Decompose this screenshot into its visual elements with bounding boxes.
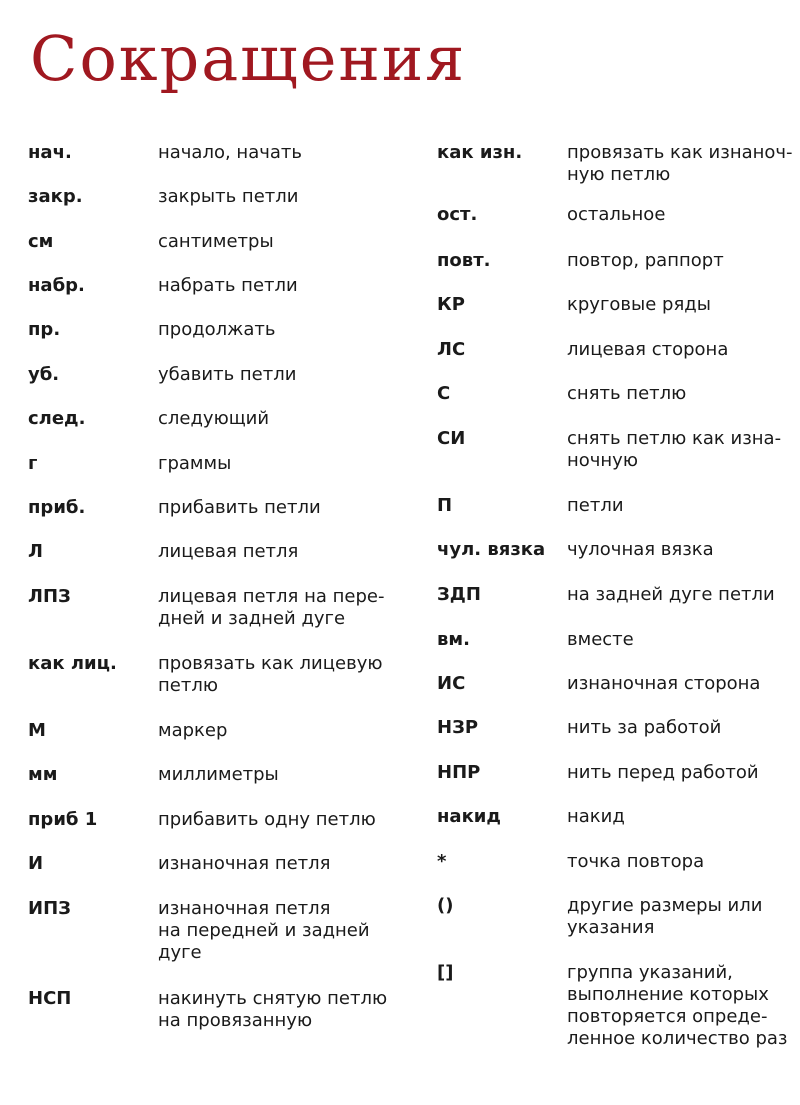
abbreviation-term: С (437, 383, 451, 404)
abbreviation-meaning: начало, начать (158, 142, 302, 163)
abbreviation-term: НЗР (437, 717, 479, 738)
abbreviation-meaning: нить за работой (567, 717, 722, 738)
abbreviation-term: НСП (28, 988, 72, 1009)
abbreviation-term: КР (437, 294, 465, 315)
abbreviation-term: как изн. (437, 142, 523, 163)
abbreviation-term: нач. (28, 142, 72, 163)
abbreviation-term: И (28, 853, 44, 874)
abbreviation-meaning: вместе (567, 629, 634, 650)
abbreviation-meaning: лицевая петля на пере- дней и задней дуге (158, 586, 385, 629)
abbreviation-term: см (28, 231, 54, 252)
abbreviation-term: СИ (437, 428, 466, 449)
abbreviation-term: ИС (437, 673, 466, 694)
abbreviation-meaning: маркер (158, 720, 228, 741)
abbreviation-meaning: набрать петли (158, 275, 298, 296)
abbreviation-meaning: накинуть снятую петлю на провязанную (158, 988, 388, 1031)
abbreviation-meaning: провязать как лицевую петлю (158, 653, 383, 696)
abbreviation-meaning: провязать как изнаноч- ную петлю (567, 142, 793, 185)
abbreviation-term: повт. (437, 250, 491, 271)
abbreviation-term: ИПЗ (28, 898, 71, 919)
abbreviation-meaning: прибавить петли (158, 497, 321, 518)
abbreviation-term: Л (28, 541, 43, 562)
abbreviation-term: как лиц. (28, 653, 117, 674)
abbreviation-term: НПР (437, 762, 481, 783)
abbreviation-term: приб. (28, 497, 86, 518)
abbreviation-meaning: изнаночная сторона (567, 673, 761, 694)
abbreviation-term: мм (28, 764, 58, 785)
abbreviation-meaning: группа указаний, выполнение которых повторяется опреде- ленное количество раз (567, 962, 788, 1049)
abbreviation-meaning: другие размеры или указания (567, 895, 763, 938)
abbreviation-meaning: накид (567, 806, 625, 827)
abbreviation-meaning: лицевая петля (158, 541, 299, 562)
abbreviation-term: ост. (437, 204, 478, 225)
abbreviation-meaning: продолжать (158, 319, 276, 340)
abbreviation-term: ЛС (437, 339, 466, 360)
abbreviation-term: М (28, 720, 46, 741)
abbreviation-meaning: закрыть петли (158, 186, 299, 207)
abbreviation-term: накид (437, 806, 501, 827)
abbreviation-term: [] (437, 962, 454, 983)
page-title: Сокращения (30, 22, 467, 95)
abbreviation-term: закр. (28, 186, 83, 207)
abbreviation-meaning: остальное (567, 204, 666, 225)
abbreviation-meaning: лицевая сторона (567, 339, 729, 360)
abbreviation-term: приб 1 (28, 809, 98, 830)
abbreviation-term: П (437, 495, 453, 516)
abbreviation-meaning: снять петлю как изна- ночную (567, 428, 782, 471)
abbreviation-term: ЛПЗ (28, 586, 71, 607)
abbreviation-meaning: прибавить одну петлю (158, 809, 376, 830)
abbreviation-term: * (437, 851, 447, 872)
abbreviation-term: пр. (28, 319, 61, 340)
abbreviation-meaning: убавить петли (158, 364, 297, 385)
abbreviation-term: ЗДП (437, 584, 481, 605)
abbreviation-term: г (28, 453, 38, 474)
abbreviation-meaning: нить перед работой (567, 762, 759, 783)
abbreviation-meaning: изнаночная петля (158, 853, 331, 874)
abbreviation-meaning: круговые ряды (567, 294, 711, 315)
abbreviation-meaning: петли (567, 495, 624, 516)
abbreviation-meaning: снять петлю (567, 383, 687, 404)
abbreviation-term: чул. вязка (437, 539, 546, 560)
abbreviation-meaning: изнаночная петля на передней и задней дуге (158, 898, 370, 963)
abbreviation-meaning: на задней дуге петли (567, 584, 775, 605)
abbreviation-meaning: повтор, раппорт (567, 250, 724, 271)
abbreviation-term: вм. (437, 629, 470, 650)
abbreviation-meaning: сантиметры (158, 231, 274, 252)
abbreviation-meaning: миллиметры (158, 764, 279, 785)
abbreviation-term: набр. (28, 275, 85, 296)
abbreviation-term: () (437, 895, 454, 916)
abbreviation-meaning: чулочная вязка (567, 539, 714, 560)
abbreviation-meaning: точка повтора (567, 851, 705, 872)
abbreviation-term: след. (28, 408, 86, 429)
abbreviation-meaning: следующий (158, 408, 270, 429)
abbreviation-meaning: граммы (158, 453, 232, 474)
abbreviation-term: уб. (28, 364, 60, 385)
